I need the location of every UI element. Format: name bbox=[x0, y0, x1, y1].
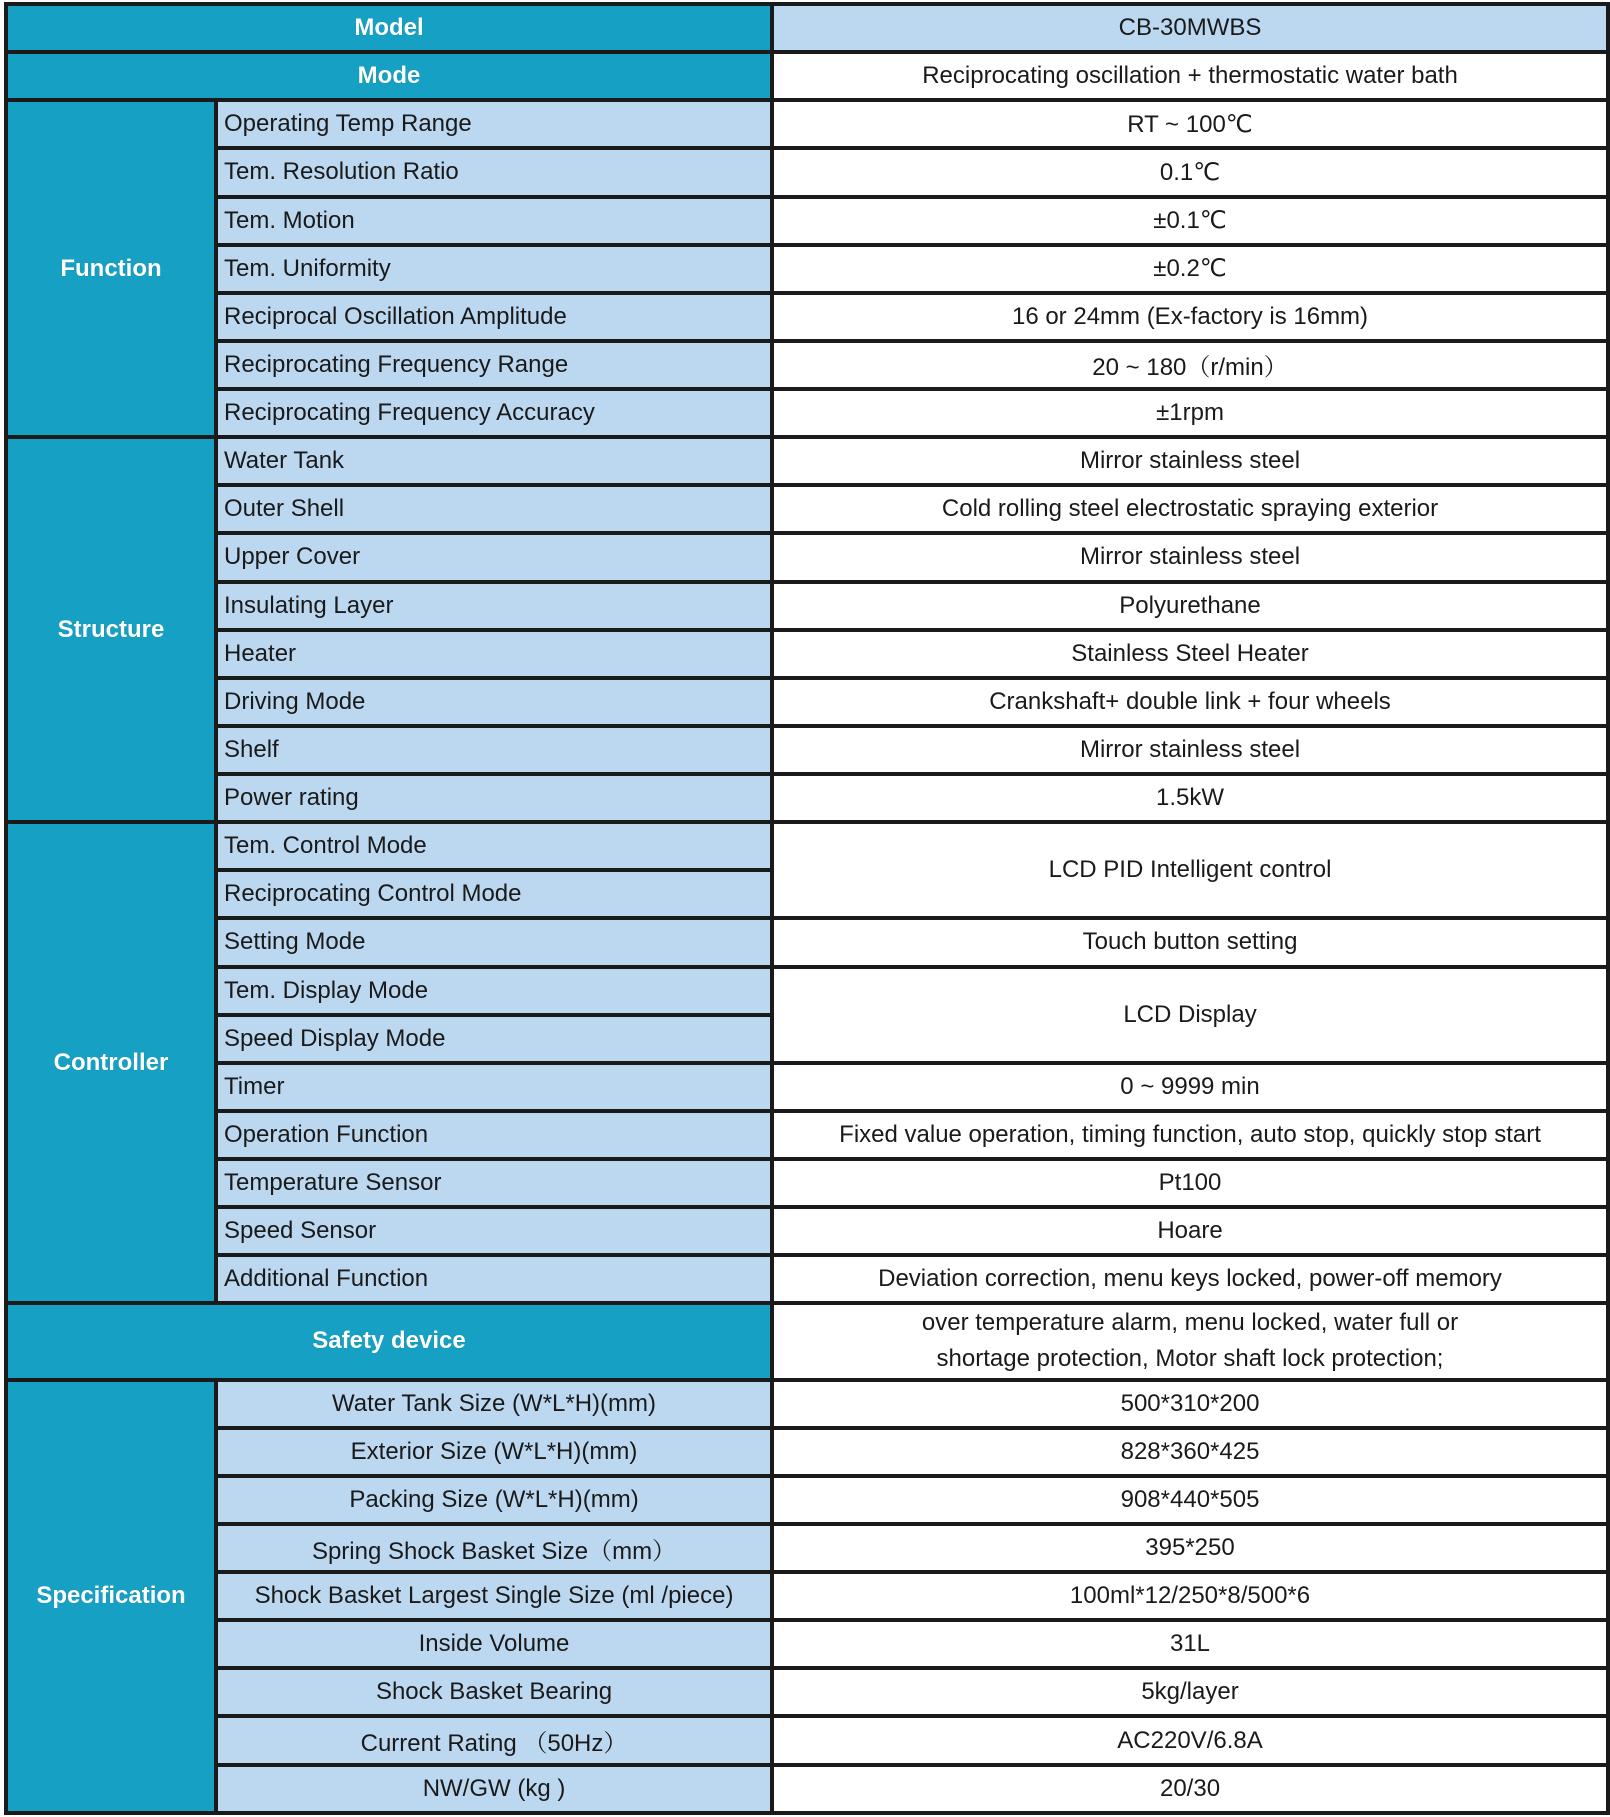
mode-label: Mode bbox=[6, 52, 772, 100]
category-safety: Safety device bbox=[6, 1303, 772, 1379]
controller-value: 0 ~ 9999 min bbox=[772, 1063, 1608, 1111]
structure-label: Driving Mode bbox=[216, 678, 772, 726]
table-row bbox=[6, 1255, 1608, 1303]
function-label: Tem. Uniformity bbox=[216, 245, 772, 293]
specification-label: Shock Basket Bearing bbox=[216, 1668, 772, 1716]
controller-value: Deviation correction, menu keys locked, power-off memory bbox=[772, 1255, 1608, 1303]
safety-value-line: over temperature alarm, menu locked, water full or bbox=[921, 1309, 1459, 1337]
controller-label: Speed Display Mode bbox=[216, 1015, 772, 1063]
specification-value: 395*250 bbox=[772, 1524, 1608, 1572]
function-label: Reciprocal Oscillation Amplitude bbox=[216, 293, 772, 341]
table-row bbox=[6, 245, 1608, 293]
specification-value: 20/30 bbox=[772, 1765, 1608, 1813]
function-label: Tem. Resolution Ratio bbox=[216, 148, 772, 196]
structure-value: Mirror stainless steel bbox=[772, 437, 1608, 485]
specification-label: Packing Size (W*L*H)(mm) bbox=[216, 1476, 772, 1524]
controller-value: Pt100 bbox=[772, 1159, 1608, 1207]
category-function: Function bbox=[6, 100, 216, 437]
structure-label: Upper Cover bbox=[216, 533, 772, 581]
table-row bbox=[6, 582, 1608, 630]
model-label: Model bbox=[6, 4, 772, 52]
table-row bbox=[6, 1524, 1608, 1572]
specification-label: NW/GW (kg ) bbox=[216, 1765, 772, 1813]
controller-value: Touch button setting bbox=[772, 918, 1608, 966]
structure-label: Heater bbox=[216, 630, 772, 678]
controller-label: Reciprocating Control Mode bbox=[216, 870, 772, 918]
table-row bbox=[6, 1765, 1608, 1813]
table-row bbox=[6, 967, 1608, 1015]
structure-label: Shelf bbox=[216, 726, 772, 774]
controller-value: Hoare bbox=[772, 1207, 1608, 1255]
specification-label: Inside Volume bbox=[216, 1620, 772, 1668]
controller-label: Setting Mode bbox=[216, 918, 772, 966]
function-value: RT ~ 100℃ bbox=[772, 100, 1608, 148]
function-label: Operating Temp Range bbox=[216, 100, 772, 148]
table-row bbox=[6, 148, 1608, 196]
specification-value: 908*440*505 bbox=[772, 1476, 1608, 1524]
structure-value: Mirror stainless steel bbox=[772, 533, 1608, 581]
category-specification: Specification bbox=[6, 1380, 216, 1813]
controller-label: Speed Sensor bbox=[216, 1207, 772, 1255]
function-value: ±1rpm bbox=[772, 389, 1608, 437]
table-row bbox=[6, 293, 1608, 341]
table-row bbox=[6, 1476, 1608, 1524]
table-row bbox=[6, 774, 1608, 822]
safety-value-line: shortage protection, Motor shaft lock protection; bbox=[936, 1345, 1444, 1373]
specification-label: Water Tank Size (W*L*H)(mm) bbox=[216, 1380, 772, 1428]
specification-value: 500*310*200 bbox=[772, 1380, 1608, 1428]
table-row bbox=[6, 52, 1608, 100]
table-row bbox=[6, 1428, 1608, 1476]
function-value: 0.1℃ bbox=[772, 148, 1608, 196]
controller-label: Timer bbox=[216, 1063, 772, 1111]
table-row bbox=[6, 1159, 1608, 1207]
structure-value: Polyurethane bbox=[772, 582, 1608, 630]
structure-label: Water Tank bbox=[216, 437, 772, 485]
table-row bbox=[6, 437, 1608, 485]
structure-value: Crankshaft+ double link + four wheels bbox=[772, 678, 1608, 726]
function-label: Reciprocating Frequency Range bbox=[216, 341, 772, 389]
table-row bbox=[6, 726, 1608, 774]
model-value: CB-30MWBS bbox=[772, 4, 1608, 52]
table-row bbox=[6, 1111, 1608, 1159]
structure-value: Stainless Steel Heater bbox=[772, 630, 1608, 678]
spec-table bbox=[4, 2, 1610, 1815]
table-row bbox=[6, 1380, 1608, 1428]
specification-value: AC220V/6.8A bbox=[772, 1716, 1608, 1764]
function-label: Reciprocating Frequency Accuracy bbox=[216, 389, 772, 437]
specification-value: 31L bbox=[772, 1620, 1608, 1668]
table-row bbox=[6, 4, 1608, 52]
structure-label: Outer Shell bbox=[216, 485, 772, 533]
controller-value: Fixed value operation, timing function, auto stop, quickly stop start bbox=[772, 1111, 1608, 1159]
controller-value: LCD Display bbox=[772, 967, 1608, 1063]
table-row bbox=[6, 630, 1608, 678]
controller-label: Additional Function bbox=[216, 1255, 772, 1303]
specification-label: Spring Shock Basket Size（mm） bbox=[216, 1524, 772, 1572]
function-value: 20 ~ 180（r/min） bbox=[772, 341, 1608, 389]
controller-label: Tem. Display Mode bbox=[216, 967, 772, 1015]
structure-label: Insulating Layer bbox=[216, 582, 772, 630]
specification-label: Shock Basket Largest Single Size (ml /piece) bbox=[216, 1572, 772, 1620]
controller-label: Tem. Control Mode bbox=[216, 822, 772, 870]
category-controller: Controller bbox=[6, 822, 216, 1303]
table-row bbox=[6, 1303, 1608, 1379]
table-row bbox=[6, 485, 1608, 533]
table-row bbox=[6, 1620, 1608, 1668]
specification-value: 5kg/layer bbox=[772, 1668, 1608, 1716]
table-row bbox=[6, 822, 1608, 870]
controller-value: LCD PID Intelligent control bbox=[772, 822, 1608, 918]
structure-value: Cold rolling steel electrostatic spraying exterior bbox=[772, 485, 1608, 533]
category-structure: Structure bbox=[6, 437, 216, 822]
structure-label: Power rating bbox=[216, 774, 772, 822]
table-row bbox=[6, 197, 1608, 245]
specification-value: 100ml*12/250*8/500*6 bbox=[772, 1572, 1608, 1620]
table-row bbox=[6, 1716, 1608, 1764]
table-row bbox=[6, 100, 1608, 148]
table-row bbox=[6, 678, 1608, 726]
function-value: 16 or 24mm (Ex-factory is 16mm) bbox=[772, 293, 1608, 341]
table-row bbox=[6, 341, 1608, 389]
specification-value: 828*360*425 bbox=[772, 1428, 1608, 1476]
table-row bbox=[6, 533, 1608, 581]
safety-value bbox=[772, 1303, 1608, 1379]
controller-label: Operation Function bbox=[216, 1111, 772, 1159]
function-value: ±0.1℃ bbox=[772, 197, 1608, 245]
mode-value: Reciprocating oscillation + thermostatic water bath bbox=[772, 52, 1608, 100]
table-row bbox=[6, 389, 1608, 437]
table-row bbox=[6, 1063, 1608, 1111]
function-label: Tem. Motion bbox=[216, 197, 772, 245]
table-row bbox=[6, 1207, 1608, 1255]
function-value: ±0.2℃ bbox=[772, 245, 1608, 293]
table-row bbox=[6, 1668, 1608, 1716]
controller-label: Temperature Sensor bbox=[216, 1159, 772, 1207]
specification-label: Exterior Size (W*L*H)(mm) bbox=[216, 1428, 772, 1476]
table-row bbox=[6, 918, 1608, 966]
table-row bbox=[6, 1572, 1608, 1620]
specification-label: Current Rating （50Hz） bbox=[216, 1716, 772, 1764]
structure-value: Mirror stainless steel bbox=[772, 726, 1608, 774]
structure-value: 1.5kW bbox=[772, 774, 1608, 822]
